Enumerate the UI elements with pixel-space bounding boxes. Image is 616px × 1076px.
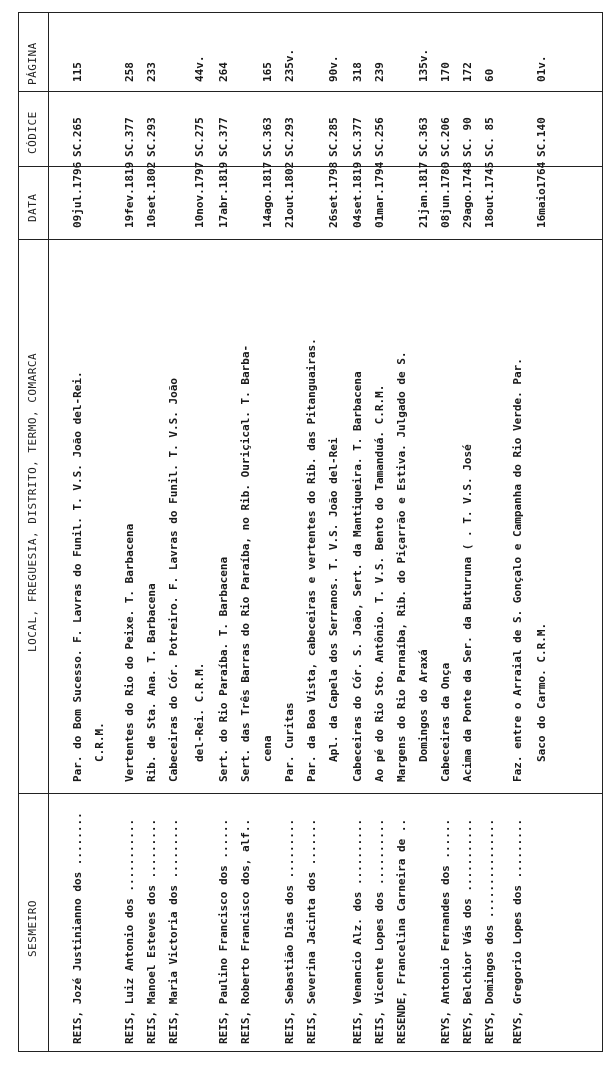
codice-cell: SC.363 [417,117,430,157]
data-cell: 04set.1819 [351,161,364,228]
pagina-cell: 135v. [417,48,430,82]
sesmeiro-cell: REIS, Venancio Alz. dos .......... [351,818,364,1044]
table-row [392,12,412,1052]
table-row [436,12,456,1052]
local-cell: Par. do Bom Sucesso. F. Lavras do Funil. T. V.S. João del-Rei. [71,371,84,782]
pagina-cell: 01v. [535,55,548,82]
data-cell: 17abr.1819 [217,161,230,228]
local-cell: Saco do Carmo. C.R.M. [535,622,548,762]
pagina-cell: 44v. [193,55,206,82]
local-cell: Domingos do Araxá [417,649,430,762]
header-local: LOCAL, FREGUESIA, DISTRITO, TERMO, COMARCA [26,352,39,652]
pagina-cell: 233 [145,62,158,82]
sesmeiro-cell: REYS, Belchior Vás dos ........... [461,818,474,1044]
data-cell: 21out.1802 [283,161,296,228]
pagina-cell: 165 [261,62,274,82]
table-row [348,12,368,1052]
data-cell: 29ago.1748 [461,161,474,228]
codice-cell: SC. 85 [483,117,496,157]
codice-cell: SC.285 [327,117,340,157]
header-separator [48,12,49,1052]
data-cell: 10nov.1797 [193,161,206,228]
table-row [414,12,434,1052]
pagina-cell: 264 [217,62,230,82]
local-cell: Cabeceiras do Cór. Potreiro. F. Lavras do Funil. T. V.S. João [167,378,180,782]
codice-cell: SC.377 [217,117,230,157]
codice-cell: SC.293 [145,117,158,157]
data-cell: 10set.1802 [145,161,158,228]
pagina-cell: 235v. [283,48,296,82]
data-cell: 14ago.1817 [261,161,274,228]
sesmeiro-cell: REIS, Maria Victoria dos ......... [167,818,180,1044]
local-cell: Rib. de Sta. Ana. T. Barbacena [145,583,158,782]
codice-cell: SC.363 [261,117,274,157]
table-row [142,12,162,1052]
codice-cell: SC.293 [283,117,296,157]
table-border-bottom [602,12,603,1052]
local-cell: Ao pé do Rio Sto. Antônio. T. V.S. Bento do Tamanduá. C.R.M. [373,384,386,782]
codice-cell: SC.377 [351,117,364,157]
local-cell: Par. Curitas [283,702,296,782]
pagina-cell: 258 [123,62,136,82]
local-cell: Sert. do Rio Paraíba. T. Barbacena [217,556,230,782]
local-cell: del-Rei. C.R.M. [193,662,206,762]
pagina-cell: 60 [483,68,496,82]
codice-cell: SC.265 [71,117,84,157]
sesmeiro-cell: REYS, Antonio Fernandes dos ...... [439,818,452,1044]
table-row [90,12,110,1052]
sesmeiro-cell: REIS, Jozé Justinianno dos ........ [71,812,84,1044]
table-row [214,12,234,1052]
table-row [236,12,256,1052]
header-data: DATA [26,193,39,222]
codice-cell: SC.275 [193,117,206,157]
local-cell: Cabeceiras do Cór. S. João, Sert. da Mantiqueira. T. Barbacena [351,371,364,782]
local-cell: Acima da Ponte da Ser. da Buturuna ( . T. V.S. José [461,444,474,782]
local-cell: Par. da Boa Vista, cabeceiras e vertentes do Rib. das Pitanguairas. [305,338,318,782]
sesmeiro-cell: RESENDE, Francelina Carneira de .. [395,818,408,1044]
table-row [324,12,344,1052]
data-cell: 16maio1764 [535,161,548,228]
local-cell: Apl. da Capela dos Serranos. T. V.S. João del-Rei [327,437,340,762]
table-row [532,12,552,1052]
local-cell: Margens do Rio Parnaíba, Rib. do Piçarrão e Estiva. Julgado de S. [395,351,408,782]
header-pagina: PÁGINA [26,42,39,85]
table-row [280,12,300,1052]
local-cell: Sert. das Três Barras do Rio Paraíba, no Rib. Ouriçical. T. Barba- [239,344,252,782]
pagina-cell: 115 [71,62,84,82]
pagina-cell: 172 [461,62,474,82]
data-cell: 21jan.1817 [417,161,430,228]
data-cell: 08jun.1780 [439,161,452,228]
local-cell: Vertentes do Rio do Peixe. T. Barbacena [123,523,136,782]
sesmeiro-cell: REIS, Paulino Francisco dos ...... [217,818,230,1044]
pagina-cell: 90v. [327,55,340,82]
table-row [370,12,390,1052]
local-cell: Faz. entre o Arraial de S. Gonçalo e Campanha do Rio Verde. Par. [511,358,524,782]
table-row [258,12,278,1052]
table-border-top [18,12,19,1052]
sesmeiro-cell: REIS, Roberto Francisco dos, alf.. [239,818,252,1044]
rotated-table [18,12,603,1052]
table-row [120,12,140,1052]
table-row [68,12,88,1052]
pagina-cell: 170 [439,62,452,82]
sesmeiro-cell: REIS, Vicente Lopes dos .......... [373,818,386,1044]
data-cell: 19fev.1819 [123,161,136,228]
sesmeiro-cell: REYS, Gregorio Lopes dos ......... [511,818,524,1044]
data-cell: 26set.1798 [327,161,340,228]
codice-cell: SC.140 [535,117,548,157]
data-cell: 09jul.1796 [71,161,84,228]
codice-cell: SC. 90 [461,117,474,157]
table-row [458,12,478,1052]
header-sesmeiro: SESMEIRO [26,900,39,957]
local-cell: cena [261,735,274,762]
sesmeiro-cell: REIS, Luiz Antonio dos ........... [123,818,136,1044]
table-row [302,12,322,1052]
table-row [508,12,528,1052]
sesmeiro-cell: REIS, Sebastião Dias dos ......... [283,818,296,1044]
codice-cell: SC.377 [123,117,136,157]
pagina-cell: 318 [351,62,364,82]
pagina-cell: 239 [373,62,386,82]
data-cell: 01mar.1794 [373,161,386,228]
sesmeiro-cell: REYS, Domingos dos ............... [483,818,496,1044]
sesmeiro-cell: REIS, Severina Jacinta dos ....... [305,818,318,1044]
sesmeiro-cell: REIS, Manoel Esteves dos ......... [145,818,158,1044]
table-row [190,12,210,1052]
local-cell: C.R.M. [93,722,106,762]
header-codice: CÓDICE [26,111,39,154]
local-cell: Cabeceiras da Onça [439,662,452,782]
table-row [164,12,184,1052]
data-cell: 18out.1745 [483,161,496,228]
table-row [480,12,500,1052]
codice-cell: SC.206 [439,117,452,157]
codice-cell: SC.256 [373,117,386,157]
